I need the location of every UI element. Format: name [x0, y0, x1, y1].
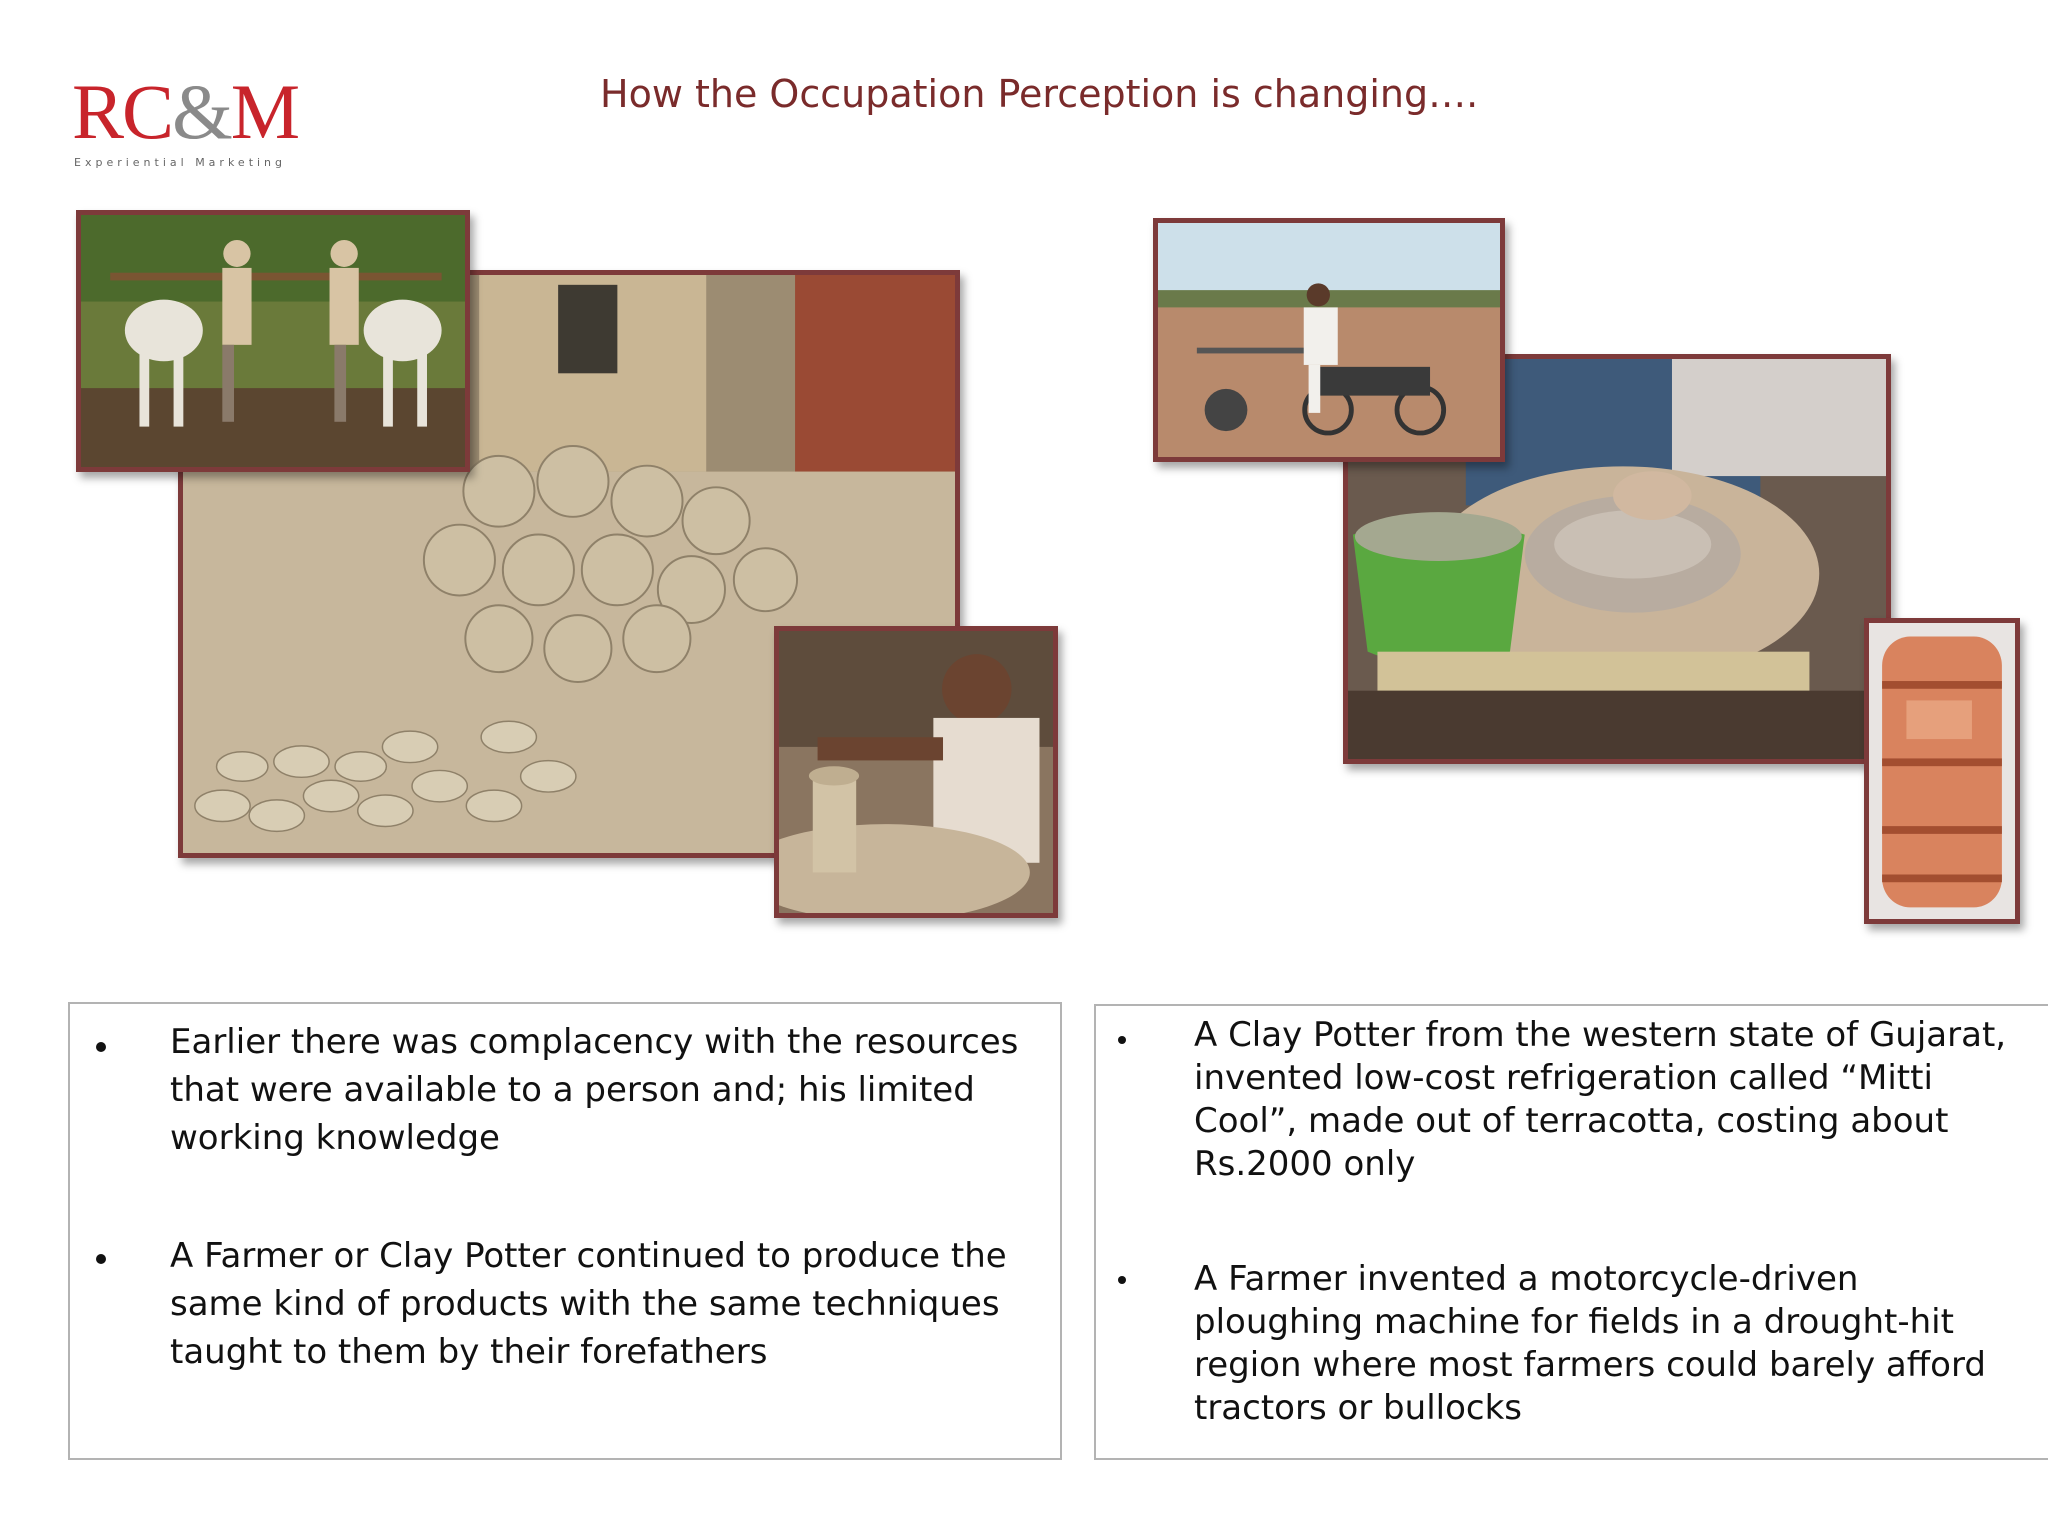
left-bullet-2: A Farmer or Clay Potter continued to produce the same kind of products with the same techniques taught to them by their forefathers — [170, 1236, 1007, 1372]
left-bullet-1: Earlier there was complacency with the resources that were available to a person and; his limited working knowledge — [170, 1022, 1019, 1158]
logo-wordmark: RC&M — [72, 68, 299, 155]
left-text-box — [68, 1002, 1062, 1460]
photo-motorcycle-plough — [1153, 218, 1505, 462]
bullet-dot — [1118, 1036, 1126, 1044]
right-bullet-2: A Farmer invented a motorcycle-driven ploughing machine for fields in a drought-hit region where most farmers could barely afford tractors or bullocks — [1194, 1259, 1986, 1428]
slide-title: How the Occupation Perception is changing…. — [600, 72, 1479, 116]
bullet-dot — [1118, 1276, 1126, 1284]
photo-potter-at-wheel — [774, 626, 1058, 918]
right-bullet-1: A Clay Potter from the western state of Gujarat, invented low-cost refrigeration called “Mitti Cool”, made out of terracotta, costing about Rs.2000 only — [1194, 1015, 2007, 1184]
photo-terracotta-fridge — [1864, 618, 2020, 924]
photo-oxen-ploughing — [76, 210, 470, 472]
bullet-dot — [96, 1042, 106, 1052]
bullet-dot — [96, 1254, 106, 1264]
logo-tagline: Experiential Marketing — [74, 156, 287, 169]
rcm-logo — [72, 68, 322, 172]
right-text-box — [1094, 1004, 2048, 1460]
